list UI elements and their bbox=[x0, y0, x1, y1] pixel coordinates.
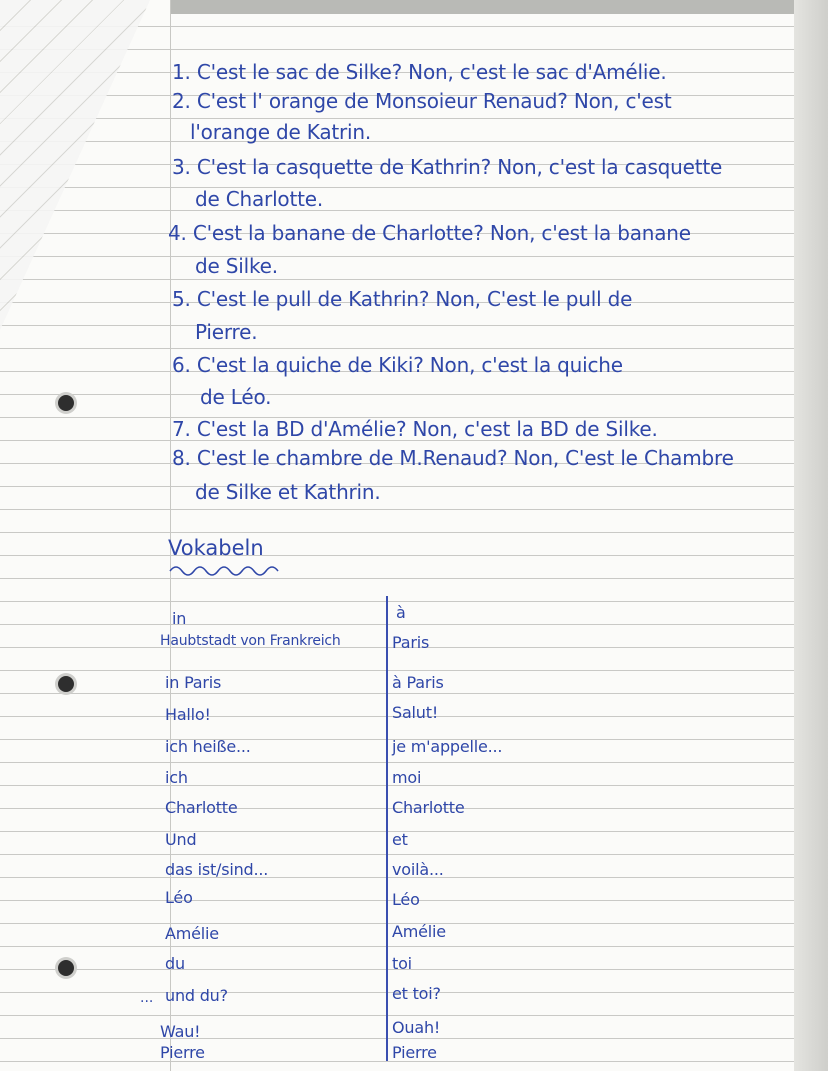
exercise-line: 3. C'est la casquette de Kathrin? Non, c'est la casquette bbox=[172, 155, 723, 179]
vocab-german: Charlotte bbox=[165, 798, 238, 817]
vocab-german: in Paris bbox=[165, 673, 222, 692]
vocab-french: moi bbox=[392, 768, 422, 787]
vocab-german: Pierre bbox=[160, 1043, 205, 1062]
vocab-german: ich heiße... bbox=[165, 737, 251, 756]
exercise-line: de Silke et Kathrin. bbox=[195, 480, 381, 504]
exercise-line: 5. C'est le pull de Kathrin? Non, C'est le pull de bbox=[172, 287, 633, 311]
exercise-line: de Léo. bbox=[200, 385, 272, 409]
vocab-french: toi bbox=[392, 954, 412, 973]
exercise-line: 7. C'est la BD d'Amélie? Non, c'est la BD de Silke. bbox=[172, 417, 658, 441]
exercise-line: de Charlotte. bbox=[195, 187, 324, 211]
exercise-line: l'orange de Katrin. bbox=[190, 120, 372, 144]
vocab-heading: Vokabeln bbox=[168, 536, 264, 560]
vocab-german: du bbox=[165, 954, 185, 973]
page-top-shadow bbox=[170, 0, 828, 14]
vocab-french: Salut! bbox=[392, 703, 439, 722]
vocab-german: das ist/sind... bbox=[165, 860, 269, 879]
vocab-french: Ouah! bbox=[392, 1018, 441, 1037]
vocab-german: und du? bbox=[165, 986, 228, 1005]
vocab-german: Wau! bbox=[160, 1022, 201, 1041]
exercise-line: 2. C'est l' orange de Monsoieur Renaud? Non, c'est bbox=[172, 89, 672, 113]
vocab-german: ich bbox=[165, 768, 188, 787]
punch-hole bbox=[58, 960, 74, 976]
vocab-german: Und bbox=[165, 830, 197, 849]
vocab-french: et toi? bbox=[392, 984, 441, 1003]
punch-hole bbox=[58, 395, 74, 411]
vocab-french: Amélie bbox=[392, 922, 446, 941]
heading-underline-squiggle bbox=[168, 563, 288, 579]
folded-page-corner bbox=[0, 0, 170, 360]
exercise-line: Pierre. bbox=[195, 320, 258, 344]
exercise-line: 1. C'est le sac de Silke? Non, c'est le sac d'Amélie. bbox=[172, 60, 667, 84]
exercise-line: 6. C'est la quiche de Kiki? Non, c'est la quiche bbox=[172, 353, 623, 377]
exercise-line: 4. C'est la banane de Charlotte? Non, c'est la banane bbox=[168, 221, 691, 245]
page-edge bbox=[794, 0, 828, 1071]
vocab-french: et bbox=[392, 830, 408, 849]
ink-dots: ... bbox=[140, 990, 154, 1006]
vocab-french: je m'appelle... bbox=[392, 737, 503, 756]
vocab-column-divider bbox=[386, 596, 388, 1061]
exercise-line: 8. C'est le chambre de M.Renaud? Non, C'est le Chambre bbox=[172, 446, 734, 470]
vocab-french: Charlotte bbox=[392, 798, 465, 817]
vocab-german: Haubtstadt von Frankreich bbox=[160, 633, 341, 649]
exercise-line: de Silke. bbox=[195, 254, 278, 278]
vocab-french: à Paris bbox=[392, 673, 444, 692]
vocab-german: Amélie bbox=[165, 924, 219, 943]
vocab-german: Léo bbox=[165, 888, 193, 907]
vocab-german: in bbox=[172, 609, 187, 628]
vocab-french: voilà... bbox=[392, 860, 444, 879]
vocab-german: Hallo! bbox=[165, 705, 211, 724]
vocab-french: Pierre bbox=[392, 1043, 437, 1062]
punch-hole bbox=[58, 676, 74, 692]
vocab-french: Paris bbox=[392, 633, 430, 652]
vocab-french: à bbox=[396, 603, 406, 622]
vocab-french: Léo bbox=[392, 890, 420, 909]
